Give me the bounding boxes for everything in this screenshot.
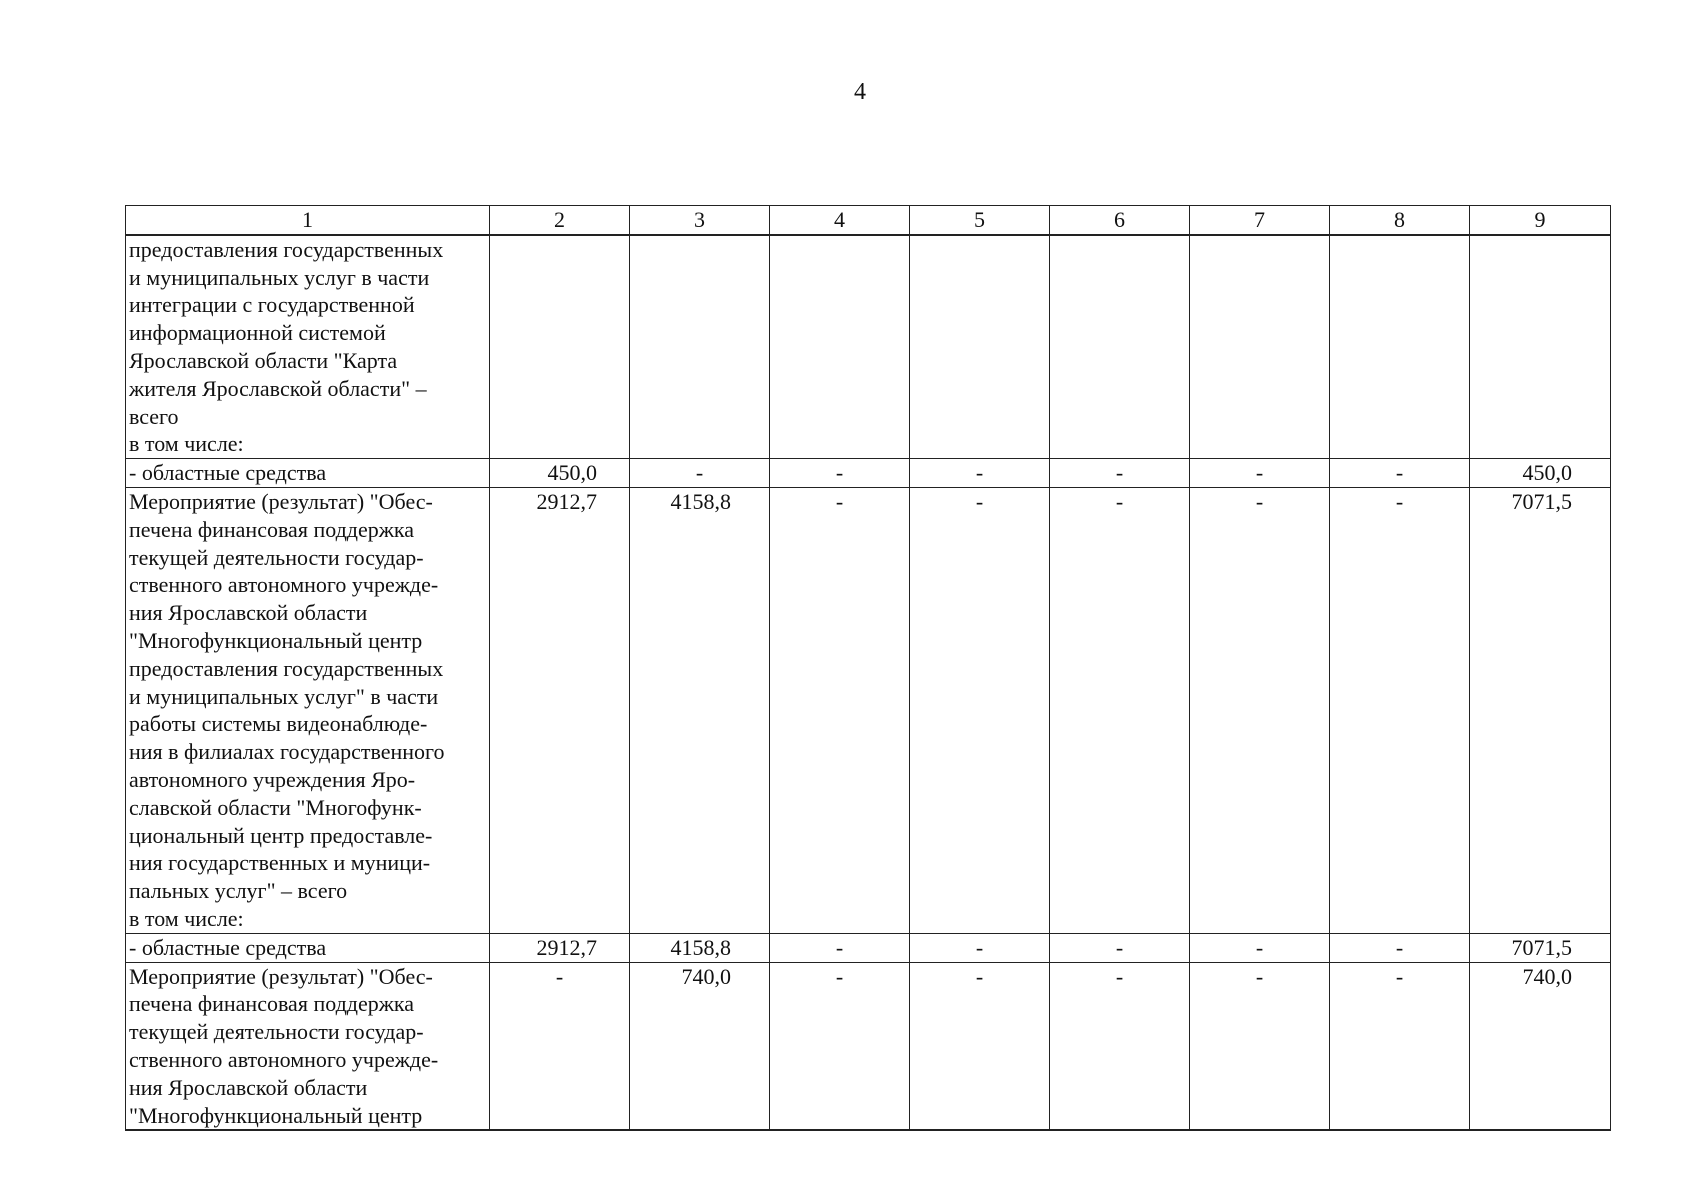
table-row — [126, 235, 1611, 459]
description-line: ния Ярославской области — [129, 1074, 368, 1100]
description-line: и муниципальных услуг в части — [129, 264, 430, 290]
value-cell-col-5 — [910, 235, 1050, 459]
description-line: ния Ярославской области — [129, 600, 368, 626]
value-cell-col-9: 7071,5 — [1470, 487, 1611, 933]
description-line: печена финансовая поддержка — [129, 991, 415, 1017]
value-cell-col-8 — [1330, 235, 1470, 459]
value-cell-col-2: 450,0 — [490, 459, 630, 488]
value-cell-col-2: 2912,7 — [490, 487, 630, 933]
description-line: печена финансовая поддержка — [129, 516, 415, 542]
column-header: 8 — [1330, 206, 1470, 235]
value-cell-col-9 — [1470, 235, 1611, 459]
value-cell-col-8: - — [1330, 962, 1470, 1130]
description-line: пальных услуг" – всего — [129, 878, 348, 904]
table-row — [126, 933, 1611, 962]
value-cell-col-6: - — [1050, 459, 1190, 488]
value-cell-col-8: - — [1330, 933, 1470, 962]
description-line: ственного автономного учрежде- — [129, 1046, 439, 1072]
description-line: ния государственных и муници- — [129, 850, 431, 876]
description-line: - областные средства — [129, 460, 327, 486]
value-cell-col-9: 450,0 — [1470, 459, 1611, 488]
description-line: предоставления государственных — [129, 655, 444, 681]
value-cell-col-8: - — [1330, 487, 1470, 933]
value-cell-col-8: - — [1330, 459, 1470, 488]
description-line: и муниципальных услуг" в части — [129, 683, 439, 709]
value-cell-col-3: 4158,8 — [630, 933, 770, 962]
column-header: 9 — [1470, 206, 1611, 235]
description-line: Ярославской области "Карта — [129, 347, 398, 373]
row-description — [126, 235, 490, 459]
table-row — [126, 459, 1611, 488]
value-cell-col-2: - — [490, 962, 630, 1130]
budget-table — [125, 205, 1611, 1131]
header-row — [126, 206, 1611, 235]
column-header: 2 — [490, 206, 630, 235]
description-line: "Многофункциональный центр — [129, 627, 423, 653]
description-line: предоставления государственных — [129, 236, 444, 262]
value-cell-col-4: - — [770, 962, 910, 1130]
value-cell-col-5: - — [910, 459, 1050, 488]
description-line: Мероприятие (результат) "Обес- — [129, 488, 433, 514]
value-cell-col-4: - — [770, 933, 910, 962]
description-line: жителя Ярославской области" – — [129, 375, 427, 401]
description-line: работы системы видеонаблюде- — [129, 711, 428, 737]
value-cell-col-5: - — [910, 962, 1050, 1130]
value-cell-col-3: - — [630, 459, 770, 488]
description-line: славской области "Многофунк- — [129, 794, 422, 820]
value-cell-col-7: - — [1190, 933, 1330, 962]
description-line: "Многофункциональный центр — [129, 1102, 423, 1128]
column-header: 5 — [910, 206, 1050, 235]
value-cell-col-6: - — [1050, 962, 1190, 1130]
description-line: автономного учреждения Яро- — [129, 766, 416, 792]
value-cell-col-9: 740,0 — [1470, 962, 1611, 1130]
description-line: Мероприятие (результат) "Обес- — [129, 963, 433, 989]
description-line: в том числе: — [129, 905, 244, 931]
row-description — [126, 487, 490, 933]
value-cell-col-5: - — [910, 933, 1050, 962]
row-description — [126, 962, 490, 1130]
value-cell-col-9: 7071,5 — [1470, 933, 1611, 962]
value-cell-col-3: 4158,8 — [630, 487, 770, 933]
value-cell-col-6: - — [1050, 487, 1190, 933]
value-cell-col-4 — [770, 235, 910, 459]
description-line: - областные средства — [129, 934, 327, 960]
description-line: ния в филиалах государственного — [129, 739, 445, 765]
description-line: в том числе: — [129, 431, 244, 457]
value-cell-col-4: - — [770, 459, 910, 488]
description-line: информационной системой — [129, 320, 386, 346]
value-cell-col-4: - — [770, 487, 910, 933]
value-cell-col-5: - — [910, 487, 1050, 933]
value-cell-col-3: 740,0 — [630, 962, 770, 1130]
table-row — [126, 487, 1611, 933]
description-line: текущей деятельности государ- — [129, 544, 424, 570]
column-header: 1 — [126, 206, 490, 235]
value-cell-col-6 — [1050, 235, 1190, 459]
value-cell-col-7: - — [1190, 962, 1330, 1130]
table-row — [126, 962, 1611, 1130]
description-line: текущей деятельности государ- — [129, 1019, 424, 1045]
description-line: ственного автономного учрежде- — [129, 572, 439, 598]
value-cell-col-6: - — [1050, 933, 1190, 962]
column-header: 6 — [1050, 206, 1190, 235]
value-cell-col-2: 2912,7 — [490, 933, 630, 962]
value-cell-col-7: - — [1190, 487, 1330, 933]
column-header: 4 — [770, 206, 910, 235]
row-description — [126, 933, 490, 962]
value-cell-col-7 — [1190, 235, 1330, 459]
row-description — [126, 459, 490, 488]
page-number: 4 — [854, 79, 866, 105]
description-line: всего — [129, 403, 179, 429]
description-line: циональный центр предоставле- — [129, 822, 433, 848]
description-line: интеграции с государственной — [129, 292, 415, 318]
value-cell-col-3 — [630, 235, 770, 459]
value-cell-col-7: - — [1190, 459, 1330, 488]
column-header: 3 — [630, 206, 770, 235]
value-cell-col-2 — [490, 235, 630, 459]
column-header: 7 — [1190, 206, 1330, 235]
